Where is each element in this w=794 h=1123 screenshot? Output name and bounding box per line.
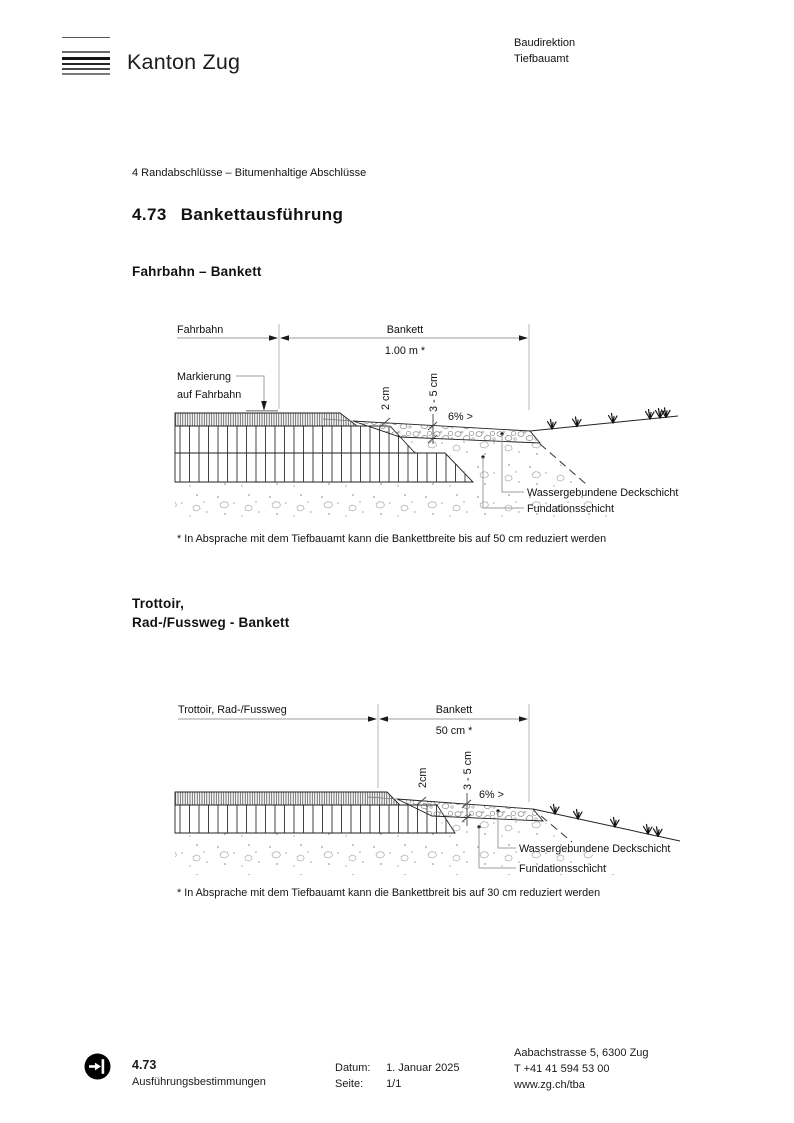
- footer-page-value: 1/1: [386, 1078, 402, 1090]
- d1-marking-arrow-icon: [261, 401, 267, 411]
- org-line-tiefbauamt: Tiefbauamt: [514, 52, 569, 65]
- diagram1-heading: Fahrbahn – Bankett: [132, 264, 262, 279]
- d1-base-layer-2: [175, 453, 473, 482]
- footer-doc-number: 4.73: [132, 1058, 157, 1072]
- footer-date-row: [335, 1060, 459, 1076]
- brand-wordmark: Kanton Zug: [127, 50, 241, 74]
- d2-arrow-right-icon: [368, 716, 377, 721]
- d2-dim-span-label: Bankett: [435, 704, 473, 716]
- d1-arrow-left-icon: [280, 335, 289, 340]
- diagram2-heading-line2: Rad-/Fussweg - Bankett: [132, 615, 290, 630]
- footer-meta: [335, 1060, 459, 1092]
- footer-phone: T +41 41 594 53 00: [514, 1063, 610, 1076]
- diagram2-footnote: * In Absprache mit dem Tiefbauamt kann die Bankettbreit bis auf 30 cm reduziert werden: [177, 887, 601, 899]
- diagram2-heading-line1: Trottoir,: [132, 596, 185, 611]
- footer-doc-type: Ausführungsbestimmungen: [132, 1076, 266, 1088]
- d1-dim-value-label: 1.00 m *: [384, 345, 426, 357]
- d2-2cm-label: 2cm: [417, 767, 429, 788]
- d2-35cm-label: 3 - 5 cm: [462, 751, 474, 790]
- tiefbauamt-arrow-icon: [84, 1053, 111, 1080]
- footer-address: Aabachstrasse 5, 6300 Zug: [514, 1047, 649, 1059]
- d2-asphalt-surface-layer: [175, 792, 400, 805]
- d1-deckschicht-label: Wassergebundene Deckschicht: [527, 487, 679, 499]
- d2-grass-tufts: [551, 805, 663, 837]
- d1-fundation-label: Fundationsschicht: [527, 503, 615, 515]
- d2-arrow-right2-icon: [519, 716, 528, 721]
- footer-contact: [514, 1045, 649, 1094]
- d1-marking-label-line2: auf Fahrbahn: [177, 389, 242, 401]
- d1-arrow-right2-icon: [519, 335, 528, 340]
- footer-date-value: 1. Januar 2025: [386, 1062, 460, 1074]
- section-breadcrumb: 4 Randabschlüsse – Bitumenhaltige Abschlüsse: [132, 167, 367, 179]
- d1-arrow-right-icon: [269, 335, 278, 340]
- d1-2cm-label: 2 cm: [380, 386, 392, 410]
- d1-dim-span-label: Bankett: [386, 324, 424, 336]
- d2-dim-left-label: Trottoir, Rad-/Fussweg: [178, 704, 287, 716]
- d2-slope-label: 6% >: [479, 789, 504, 801]
- page-title: [132, 205, 343, 225]
- cross-section-diagrams: [160, 310, 790, 940]
- d1-dim-left-label: Fahrbahn: [177, 324, 224, 336]
- diagram1-footnote: * In Absprache mit dem Tiefbauamt kann die Bankettbreite bis auf 50 cm reduziert werden: [177, 533, 607, 545]
- diagram2-drawing: [175, 704, 680, 875]
- diagram1-drawing: [175, 324, 678, 517]
- footer-date-label: Datum:: [335, 1062, 371, 1074]
- d2-dim-value-label: 50 cm *: [435, 725, 473, 737]
- footer-page-row: [335, 1076, 459, 1092]
- d1-35cm-label: 3 - 5 cm: [428, 373, 440, 412]
- org-block: [514, 36, 575, 67]
- footer-page-label: Seite:: [335, 1078, 364, 1090]
- page-title-number: 4.73: [132, 205, 167, 224]
- d2-fundation-label: Fundationsschicht: [519, 863, 607, 875]
- d1-slope-label: 6% >: [448, 411, 473, 423]
- d1-marking-label-line1: Markierung: [177, 371, 232, 383]
- footer-website: www.zg.ch/tba: [514, 1079, 585, 1092]
- d2-deckschicht-label: Wassergebundene Deckschicht: [519, 843, 671, 855]
- d2-base-layer: [175, 805, 455, 833]
- page-title-text: Bankettausführung: [180, 205, 344, 224]
- kanton-zug-stripes-logo-icon: [62, 37, 110, 77]
- d2-arrow-left-icon: [379, 716, 388, 721]
- org-line-baudirektion: Baudirektion: [514, 37, 576, 49]
